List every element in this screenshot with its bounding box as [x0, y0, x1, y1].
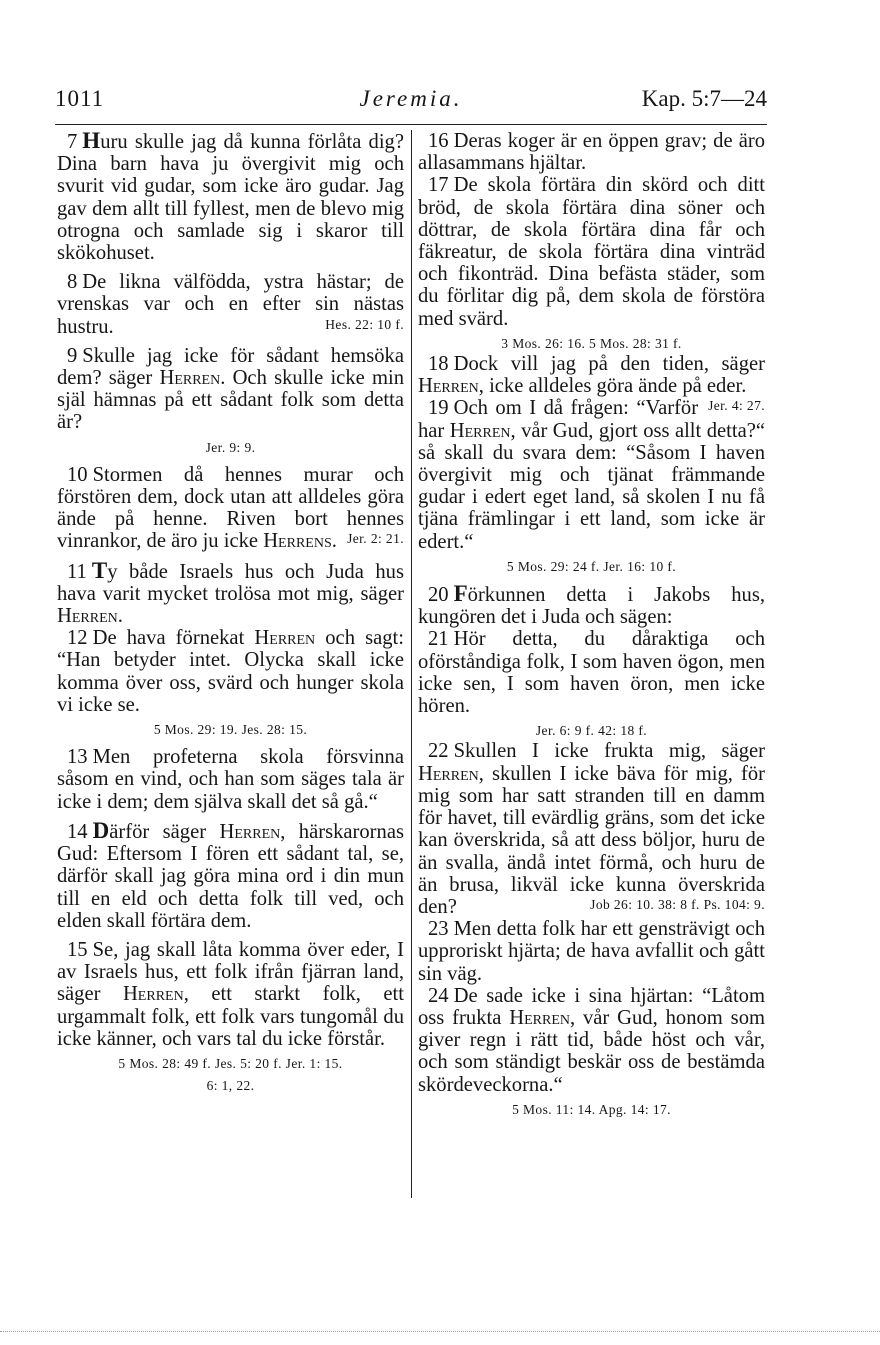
chapter-reference: Kap. 5:7—24 — [641, 86, 767, 111]
left-column — [57, 130, 404, 1095]
initial-letter: H — [82, 128, 101, 153]
verse-21: 21 Hör detta, du dåraktiga och oförståndiga folk, I som haven ögon, men icke sen, I som haven öron, men icke hören. — [418, 628, 765, 718]
initial-letter: T — [91, 557, 108, 583]
verse-8: 8 De likna välfödda, ystra hästar; de vrenskas var och en efter sin nästas hustru. Hes. 22: 10 f. — [57, 271, 404, 338]
header-rule — [55, 124, 767, 125]
book-title: Jeremia. — [359, 86, 463, 111]
verse-13: 13 Men profeterna skola försvinna såsom en vind, och han som säges tala är icke i dem; dem själva skall det så gå.“ — [57, 746, 404, 813]
cross-reference-line: 6: 1, 22. — [206, 1078, 255, 1094]
cross-reference: Job 26: 10. 38: 8 f. Ps. 104: 9. — [590, 896, 765, 912]
cross-reference-line: Jer. 9: 9. — [205, 439, 256, 455]
cross-reference: Hes. 22: 10 f. — [325, 316, 404, 332]
cross-reference-line: 5 Mos. 29: 24 f. Jer. 16: 10 f. — [506, 558, 677, 574]
right-column — [418, 130, 765, 1119]
verse-20: 20 Förkunnen detta i Jakobs hus, kungören det i Juda och sägen: — [418, 581, 765, 629]
cross-reference-line: 3 Mos. 26: 16. 5 Mos. 28: 31 f. — [501, 335, 682, 351]
verse-7: 7 Huru skulle jag då kunna förlåta dig? Dina barn hava ju övergivit mig och svurit vid gudar, som icke äro gudar. Jag gav dem allt till fyllest, men de blevo mig otrogna och samlade sig i skaror till skökohuset. — [57, 128, 404, 265]
verse-10: 10 Stormen då hennes murar och förstören dem, dock utan att alldeles göra ände på henne. Riven bort hennes vinrankor, de äro ju icke Herrens. Jer. 2: 21. — [57, 463, 404, 553]
initial-letter: D — [92, 817, 110, 843]
verse-18: 18 Dock vill jag på den tiden, säger Herren, icke alldeles göra ände på eder. Jer. 4: 27. — [418, 353, 765, 414]
verse-14: 14 Därför säger Herren, härskarornas Gud: Eftersom I fören ett sådant tal, se, därför skall jag göra mina ord i din mun till en eld och detta folk till ved, och elden skall förtära dem. — [57, 817, 404, 932]
column-divider — [411, 130, 412, 1198]
cross-reference-line: 5 Mos. 11: 14. Apg. 14: 17. — [512, 1101, 671, 1117]
verse-24: 24 De sade icke i sina hjärtan: “Låtom oss frukta Herren, vår Gud, honom som giver regn i rätt tid, både höst och vår, och som ständigt beskär oss de bestämda skördeveckorna.“ — [418, 984, 766, 1096]
verse-16: 16 Deras koger är en öppen grav; de äro allasammans hjältar. — [418, 130, 765, 175]
verse-22: 22 Skullen I icke frukta mig, säger Herren, skullen I icke bäva för mig, för mig som har satt stranden till en damm för havet, till evärdlig gräns, som det icke kan överskrida, så att dess böljor, huru de än svalla, ändå intet förmå, och huru de än brusa, likväl icke kunna överskrida den? Job 26: 10. 38: 8 f. Ps. 104: 9. — [418, 740, 765, 918]
verse-15: 15 Se, jag skall låta komma över eder, I av Israels hus, ett folk ifrån fjärran land, säger Herren, ett starkt folk, ett urgammalt folk, ett folk vars tungomål du icke känner, och vars tal du icke förstår. — [57, 938, 404, 1050]
cross-reference: Jer. 4: 27. — [708, 398, 765, 414]
verse-11: 11 Ty både Israels hus och Juda hus hava varit mycket trolösa mot mig, säger Herren. — [57, 557, 404, 628]
initial-letter: F — [453, 581, 468, 607]
verse-9: 9 Skulle jag icke för sådant hemsöka dem? säger Herren. Och skulle icke min själ hämnas på ett sådant folk som detta är? — [57, 344, 404, 434]
verse-19: 19 Och om I då frågen: “Varför har Herren, vår Gud, gjort oss allt detta?“ så skall du svara dem: “Såsom I haven övergivit mig och tjänat främmande gudar i edert eget land, så skolen I nu få tjäna främlingar i ett land, som icke är edert.“ — [418, 397, 765, 553]
verse-23: 23 Men detta folk har ett gensträvigt och upproriskt hjärta; de hava avfallit och gått sin väg. — [418, 918, 765, 985]
cross-reference-line: Jer. 6: 9 f. 42: 18 f. — [535, 723, 648, 739]
verse-12: 12 De hava förnekat Herren och sagt: “Han betyder intet. Olycka skall icke komma över oss, svärd och hunger skola vi icke se. — [57, 627, 404, 716]
page-header — [55, 86, 767, 120]
page-edge-rule — [0, 1331, 880, 1332]
cross-reference-line: 5 Mos. 29: 19. Jes. 28: 15. — [153, 722, 308, 738]
cross-reference: Jer. 2: 21. — [347, 531, 404, 547]
verse-17: 17 De skola förtära din skörd och ditt bröd, de skola förtära dina söner och döttrar, de skola förtära dina får och fäkreatur, de skola förtära dina vinträd och fikonträd. Dina befästa städer, som du förlitar dig på, dem skola de förstöra med svärd. — [418, 174, 765, 330]
page-number: 1011 — [55, 86, 105, 111]
cross-reference-line: 5 Mos. 28: 49 f. Jes. 5: 20 f. Jer. 1: 15. — [118, 1055, 343, 1071]
